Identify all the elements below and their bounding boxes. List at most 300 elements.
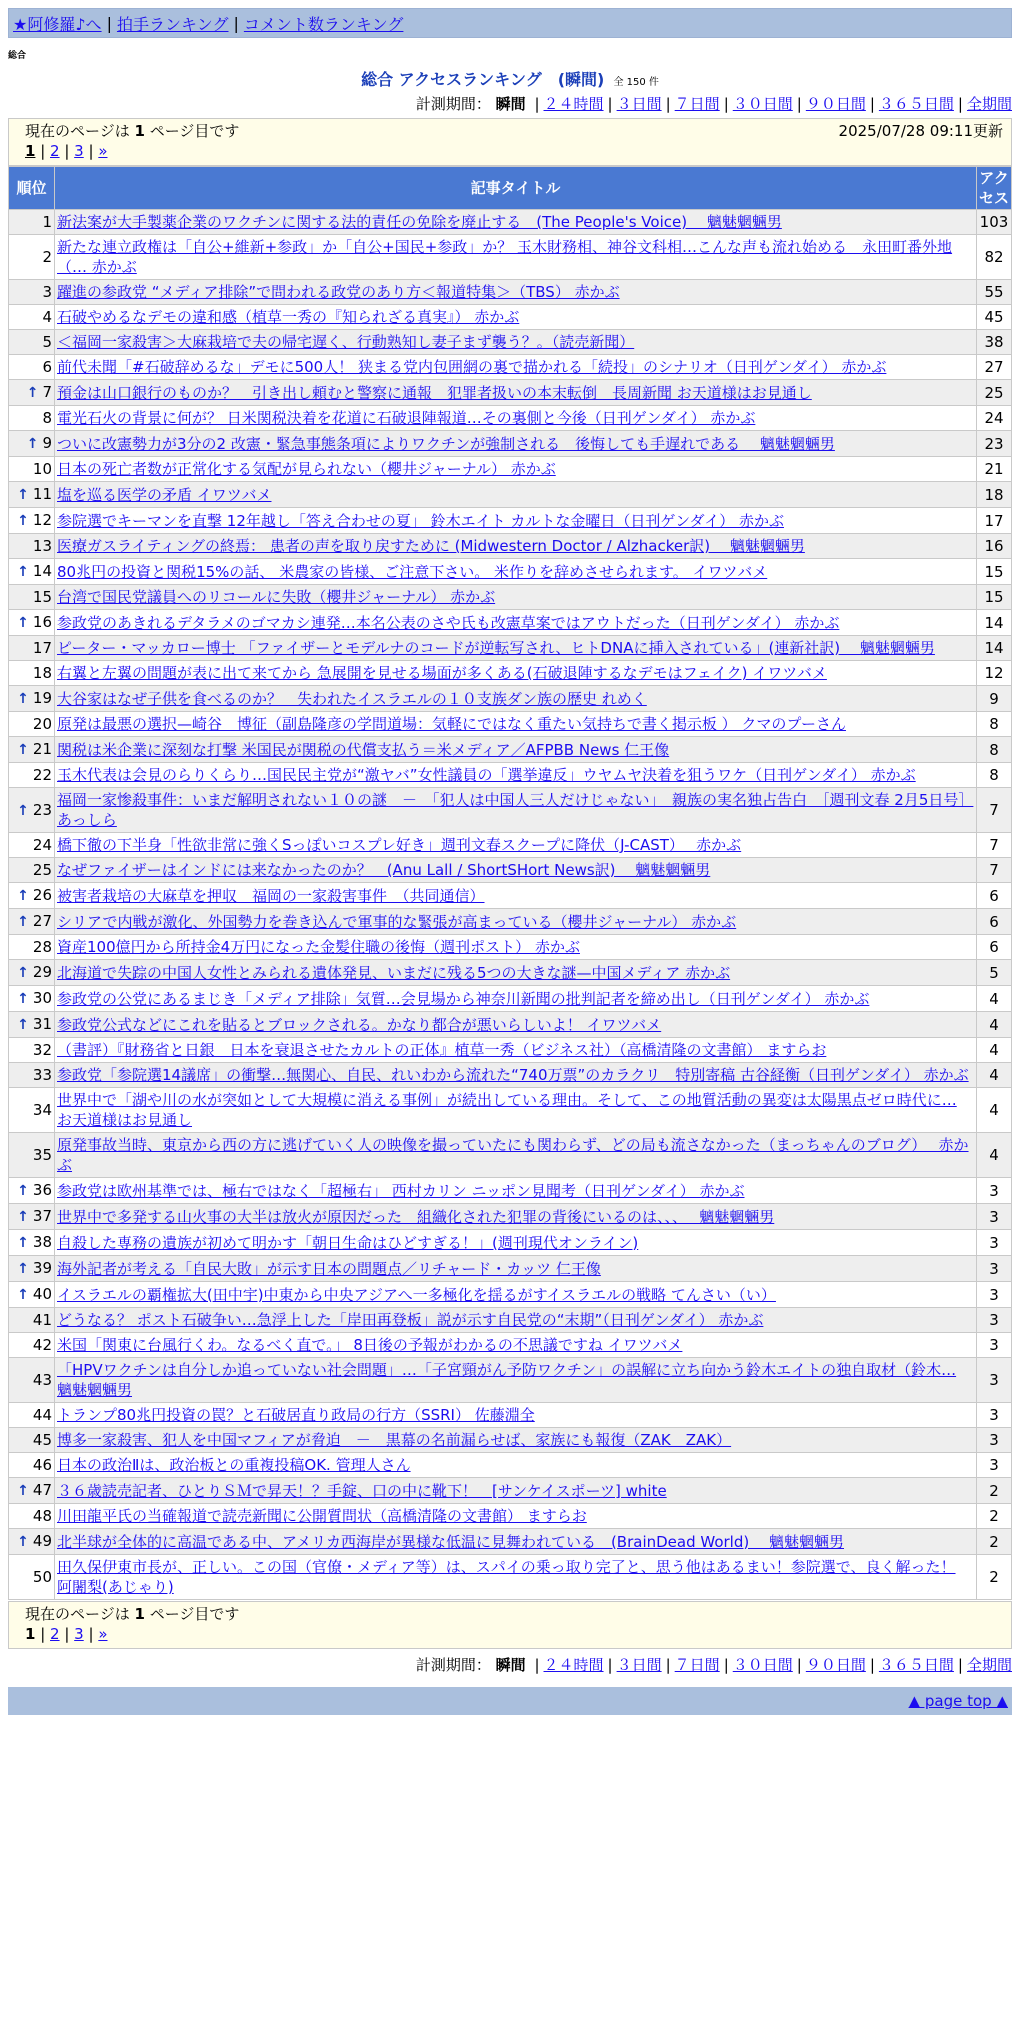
- table-row: [9, 909, 1011, 934]
- rank-cell: [9, 1478, 54, 1503]
- rank-cell: [9, 1256, 54, 1281]
- article-title-link[interactable]: 被害者栽培の大麻草を押収 福岡の一家殺害事件 （共同通信）: [57, 886, 485, 905]
- rank-number: 3: [42, 283, 52, 301]
- rank-cell: [9, 686, 54, 711]
- period-separator: |: [665, 95, 671, 113]
- rank-cell: [9, 235, 54, 279]
- rank-number: 6: [42, 358, 52, 376]
- title-cell: [55, 1204, 976, 1229]
- period-label: 計測期間：: [415, 95, 491, 113]
- title-cell: [55, 1428, 976, 1452]
- title-cell: [55, 1478, 976, 1503]
- table-row: [9, 712, 1011, 736]
- period-current: 瞬間: [495, 1656, 526, 1674]
- rank-up-icon: ↑: [17, 742, 29, 758]
- table-row: [9, 1529, 1011, 1554]
- rank-cell: [9, 661, 54, 685]
- ranking-title: 総合 アクセスランキング (瞬間): [361, 70, 605, 89]
- page-top-link[interactable]: ▲ page top ▲: [908, 1692, 1008, 1710]
- title-cell: [55, 1038, 976, 1062]
- rank-number: 9: [42, 434, 52, 452]
- period-link[interactable]: ３６５日間: [878, 1656, 954, 1674]
- period-link[interactable]: ３０日間: [732, 95, 793, 113]
- rank-cell: [9, 585, 54, 609]
- article-title-link[interactable]: 世界中で「湖や川の水が突如として大規模に消える事例」が続出している理由。そして、この地質活動の異変は太陽黒点ゼロ時代に… お天道様はお見通し: [57, 1091, 957, 1129]
- title-cell: [55, 1555, 976, 1599]
- access-count: 8: [977, 712, 1011, 736]
- current-page-prefix: 現在のページは: [25, 1605, 135, 1623]
- rank-number: 46: [32, 1456, 52, 1474]
- access-count: 2: [977, 1504, 1011, 1528]
- table-row: [9, 210, 1011, 234]
- period-separator: |: [534, 1656, 540, 1674]
- title-cell: [55, 909, 976, 934]
- table-row: [9, 935, 1011, 959]
- access-count: 4: [977, 1063, 1011, 1087]
- title-cell: [55, 1358, 976, 1402]
- article-title-link[interactable]: 参政党の公党にあるまじき「メディア排除」気質…会見場から神奈川新聞の批判記者を締め出し（日刊ゲンダイ） 赤かぶ: [57, 989, 870, 1008]
- access-count: 7: [977, 833, 1011, 857]
- rank-cell: [9, 534, 54, 558]
- table-row: [9, 1478, 1011, 1503]
- rank-cell: [9, 1453, 54, 1477]
- rank-cell: [9, 1282, 54, 1307]
- rank-up-icon: ↑: [17, 991, 29, 1007]
- page-separator: |: [35, 1625, 51, 1643]
- current-page-number: 1: [134, 122, 145, 140]
- article-title-link[interactable]: トランプ80兆円投資の罠？と石破居直り政局の行方（SSRI） 佐藤淵全: [57, 1406, 535, 1424]
- table-row: [9, 1230, 1011, 1255]
- period-link[interactable]: ３６５日間: [878, 95, 954, 113]
- page-separator: |: [35, 142, 51, 160]
- page-link-current[interactable]: 1: [25, 142, 36, 160]
- table-row: [9, 457, 1011, 481]
- title-cell: [55, 305, 976, 329]
- article-title-link[interactable]: 台湾で国民党議員へのリコールに失敗（櫻井ジャーナル） 赤かぶ: [57, 588, 496, 606]
- period-link[interactable]: ７日間: [674, 1656, 720, 1674]
- title-cell: [55, 712, 976, 736]
- page-separator: |: [83, 1625, 99, 1643]
- rank-up-icon: ↑: [26, 436, 39, 452]
- rank-number: 40: [32, 1285, 52, 1303]
- period-link[interactable]: ２４時間: [543, 1656, 604, 1674]
- article-title-link[interactable]: 前代未聞「#石破辞めるな」デモに500人！ 狭まる党内包囲網の裏で描かれる「続投」のシナリオ（日刊ゲンダイ） 赤かぶ: [57, 358, 887, 376]
- table-row: [9, 1038, 1011, 1062]
- table-row: [9, 737, 1011, 762]
- period-separator: |: [796, 95, 802, 113]
- home-link[interactable]: ★阿修羅♪へ: [13, 14, 102, 34]
- table-row: [9, 406, 1011, 430]
- access-count: 3: [977, 1333, 1011, 1357]
- article-title-link[interactable]: 参政党のあきれるデタラメのゴマカシ連発…本名公表のさや氏も改憲草案ではアウトだった（日刊ゲンダイ） 赤かぶ: [57, 613, 840, 632]
- article-title-link[interactable]: 80兆円の投資と関税15%の話、 米農家の皆様、ご注意下さい。 米作りを辞めさせられます。 イワツバメ: [57, 562, 768, 581]
- article-title-link[interactable]: 関税は米企業に深刻な打撃 米国民が関税の代償支払う＝米メディア／AFPBB News 仁王像: [57, 740, 670, 759]
- rank-cell: [9, 1555, 54, 1599]
- rank-cell: [9, 1504, 54, 1528]
- article-title-link[interactable]: 新たな連立政権は「自公+維新+参政」か「自公+国民+参政」か？ 玉木財務相、神谷文科相…こんな声も流れ始める 永田町番外地（… 赤かぶ: [57, 238, 953, 276]
- title-cell: [55, 833, 976, 857]
- access-count: 8: [977, 763, 1011, 787]
- rank-number: 11: [32, 485, 52, 503]
- access-count: 24: [977, 406, 1011, 430]
- rank-number: 45: [32, 1431, 52, 1449]
- title-cell: [55, 330, 976, 354]
- rank-cell: [9, 1088, 54, 1132]
- table-row: [9, 986, 1011, 1011]
- access-count: 3: [977, 1308, 1011, 1332]
- article-title-link[interactable]: 新法案が大手製薬企業のワクチンに関する法的責任の免除を廃止する (The People's Voice) 魑魅魍魎男: [57, 213, 782, 231]
- rank-number: 21: [32, 740, 52, 758]
- title-cell: [55, 534, 976, 558]
- access-count: 9: [977, 686, 1011, 711]
- section-label: 総合: [8, 51, 27, 61]
- article-title-link[interactable]: ＜福岡一家殺害＞大麻栽培で夫の帰宅遅く、行動熟知し妻子まず襲う？。（読売新聞）: [57, 333, 635, 351]
- article-title-link[interactable]: 北海道で失踪の中国人女性とみられる遺体発見、いまだに残る5つの大きな謎—中国メディア 赤かぶ: [57, 963, 731, 982]
- rank-number: 24: [32, 836, 52, 854]
- access-count: 82: [977, 235, 1011, 279]
- title-cell: [55, 508, 976, 533]
- access-count: 103: [977, 210, 1011, 234]
- pagination: [25, 141, 1003, 161]
- page-link[interactable]: 2: [50, 142, 60, 160]
- top-nav-bar: [8, 8, 1012, 38]
- period-link[interactable]: ３０日間: [732, 1656, 793, 1674]
- period-separator: |: [869, 1656, 875, 1674]
- table-row: [9, 1504, 1011, 1528]
- article-title-link[interactable]: 田久保伊東市長が、正しい。この国（官僚・メディア等）は、スパイの乗っ取り完了と、思う他はあるまい！参院選で、良く解った！ 阿闍梨(あじゃり): [57, 1558, 956, 1596]
- rank-up-icon: ↑: [17, 615, 29, 631]
- article-title-link[interactable]: ピーター・マッカロー博士 「ファイザーとモデルナのコードが逆転写され、ヒトDNAに挿入されている」(連新社訳) 魑魅魍魎男: [57, 639, 935, 657]
- title-cell: [55, 636, 976, 660]
- rank-number: 33: [32, 1066, 52, 1084]
- page-link[interactable]: 3: [74, 1625, 84, 1643]
- rank-up-icon: ↑: [17, 564, 29, 580]
- next-page-link[interactable]: »: [98, 142, 108, 160]
- title-cell: [55, 960, 976, 985]
- article-title-link[interactable]: 日本の死亡者数が正常化する気配が見られない（櫻井ジャーナル） 赤かぶ: [57, 460, 556, 478]
- rank-number: 25: [32, 861, 52, 879]
- table-row: [9, 636, 1011, 660]
- access-count: 14: [977, 636, 1011, 660]
- article-title-link[interactable]: 橋下徹の下半身「性欲非常に強くSっぽいコスプレ好き」週刊文春スクープに降伏（J-CAST） 赤かぶ: [57, 836, 742, 854]
- table-row: [9, 235, 1011, 279]
- title-cell: [55, 1230, 976, 1255]
- period-separator: |: [665, 1656, 671, 1674]
- table-row: [9, 1403, 1011, 1427]
- article-title-link[interactable]: 電光石火の背景に何が？ 日米関税決着を花道に石破退陣報道…その裏側と今後（日刊ゲンダイ） 赤かぶ: [57, 409, 756, 427]
- rank-up-icon: ↑: [17, 888, 29, 904]
- access-count: 38: [977, 330, 1011, 354]
- table-row: [9, 330, 1011, 354]
- comment-ranking-link[interactable]: コメント数ランキング: [243, 14, 404, 34]
- rank-number: 12: [32, 511, 52, 529]
- access-count: 55: [977, 280, 1011, 304]
- rank-number: 42: [32, 1336, 52, 1354]
- rank-number: 29: [32, 963, 52, 981]
- table-row: [9, 788, 1011, 832]
- period-separator: |: [607, 95, 613, 113]
- rank-number: 2: [42, 248, 52, 266]
- article-title-link[interactable]: 資産100億円から所持金4万円になった金髪住職の後悔（週刊ポスト） 赤かぶ: [57, 938, 580, 956]
- title-cell: [55, 1282, 976, 1307]
- title-cell: [55, 559, 976, 584]
- table-row: [9, 1204, 1011, 1229]
- access-count: 2: [977, 1555, 1011, 1599]
- period-separator: |: [723, 1656, 729, 1674]
- access-count: 3: [977, 1256, 1011, 1281]
- article-title-link[interactable]: シリアで内戦が激化、外国勢力を巻き込んで軍事的な緊張が高まっている（櫻井ジャーナル） 赤かぶ: [57, 912, 737, 931]
- page-separator: |: [59, 1625, 75, 1643]
- access-count: 12: [977, 661, 1011, 685]
- table-row: [9, 661, 1011, 685]
- rank-number: 26: [32, 886, 52, 904]
- page-info-top: [8, 118, 1012, 166]
- table-row: [9, 610, 1011, 635]
- article-title-link[interactable]: 大谷家はなぜ子供を食べるのか？ 失われたイスラエルの１０支族ダン族の歴史 れめく: [57, 689, 647, 708]
- period-current: 瞬間: [495, 95, 526, 113]
- table-row: [9, 686, 1011, 711]
- rank-up-icon: ↑: [17, 1235, 29, 1251]
- current-page-suffix: ページ目です: [144, 1605, 240, 1623]
- article-title-link[interactable]: 参政党は欧州基準では、極右ではなく「超極右」 西村カリン ニッポン見聞考（日刊ゲンダイ） 赤かぶ: [57, 1181, 745, 1200]
- period-link[interactable]: 全期間: [966, 1656, 1012, 1674]
- article-title-link[interactable]: 参政党公式などにこれを貼るとブロックされる。かなり都合が悪いらしいよ！ イワツバメ: [57, 1015, 662, 1034]
- rank-number: 37: [32, 1207, 52, 1225]
- title-cell: [55, 355, 976, 379]
- current-page-text-bottom: [25, 1605, 239, 1623]
- table-row: [9, 883, 1011, 908]
- article-title-link[interactable]: 米国「関東に台風行くわ。なるべく直で。」 8日後の予報がわかるの不思議ですね イワツバメ: [57, 1336, 683, 1354]
- article-title-link[interactable]: イスラエルの覇権拡大(田中宇)中東から中央アジアへ一多極化を揺るがすイスラエルの戦略 てんさい（い）: [57, 1285, 776, 1304]
- period-separator: |: [534, 95, 540, 113]
- period-separator: |: [869, 95, 875, 113]
- access-count: 6: [977, 935, 1011, 959]
- title-cell: [55, 1453, 976, 1477]
- period-link[interactable]: ９０日間: [805, 1656, 866, 1674]
- applause-ranking-link[interactable]: 拍手ランキング: [116, 14, 229, 34]
- page-link-current[interactable]: 1: [25, 1625, 36, 1643]
- title-cell: [55, 686, 976, 711]
- table-row: [9, 1133, 1011, 1177]
- rank-cell: [9, 712, 54, 736]
- article-title-link[interactable]: 塩を巡る医学の矛盾 イワツバメ: [57, 485, 272, 504]
- rank-cell: [9, 280, 54, 304]
- period-separator: |: [796, 1656, 802, 1674]
- page-link[interactable]: 2: [50, 1625, 60, 1643]
- article-title-link[interactable]: ついに改憲勢力が3分の2 改憲・緊急事態条項によりワクチンが強制される 後悔しても手遅れである 魑魅魍魎男: [57, 434, 835, 453]
- access-count: 2: [977, 1529, 1011, 1554]
- access-count: 27: [977, 355, 1011, 379]
- period-link[interactable]: ９０日間: [805, 95, 866, 113]
- rank-number: 1: [42, 213, 52, 231]
- rank-cell: [9, 833, 54, 857]
- article-title-link[interactable]: 石破やめるなデモの違和感（植草一秀の『知られざる真実』） 赤かぶ: [57, 308, 520, 326]
- access-count: 5: [977, 960, 1011, 985]
- rank-number: 16: [32, 613, 52, 631]
- article-title-link[interactable]: 参政党「参院選14議席」の衝撃…無関心、自民、れいわから流れた“740万票”のカラクリ 特別寄稿 古谷経衡（日刊ゲンダイ） 赤かぶ: [57, 1066, 969, 1084]
- access-count: 2: [977, 1478, 1011, 1503]
- article-title-link[interactable]: 原発は最悪の選択—崎谷 博征（副島隆彦の学問道場：気軽にではなく重たい気持ちで書く掲示板 ） クマのプーさん: [57, 715, 846, 733]
- current-page-prefix: 現在のページは: [25, 122, 135, 140]
- rank-number: 44: [32, 1406, 52, 1424]
- rank-number: 5: [42, 333, 52, 351]
- article-title-link[interactable]: 世界中で多発する山火事の大半は放火が原因だった 組織化された犯罪の背後にいるのは、、、 魑魅魍魎男: [57, 1207, 775, 1226]
- period-link[interactable]: ３日間: [616, 95, 662, 113]
- access-count: 3: [977, 1204, 1011, 1229]
- article-title-link[interactable]: 玉木代表は会見のらりくらり…国民民主党が“激ヤバ”女性議員の「選挙違反」ウヤムヤ決着を狙うワケ（日刊ゲンダイ） 赤かぶ: [57, 766, 916, 784]
- table-row: [9, 559, 1011, 584]
- title-cell: [55, 661, 976, 685]
- rank-number: 27: [32, 912, 52, 930]
- title-cell: [55, 482, 976, 507]
- access-count: 17: [977, 508, 1011, 533]
- rank-number: 30: [32, 989, 52, 1007]
- table-row: [9, 508, 1011, 533]
- title-cell: [55, 1403, 976, 1427]
- nav-separator: |: [106, 13, 112, 33]
- access-count: 6: [977, 883, 1011, 908]
- access-count: 45: [977, 305, 1011, 329]
- rank-number: 43: [32, 1371, 52, 1389]
- title-cell: [55, 610, 976, 635]
- rank-cell: [9, 1133, 54, 1177]
- rank-number: 14: [32, 562, 52, 580]
- table-row: [9, 1428, 1011, 1452]
- title-cell: [55, 431, 976, 456]
- access-count: 25: [977, 380, 1011, 405]
- rank-cell: [9, 355, 54, 379]
- access-count: 3: [977, 1178, 1011, 1203]
- rank-number: 22: [32, 766, 52, 784]
- rank-number: 47: [32, 1481, 52, 1499]
- access-count: 4: [977, 1133, 1011, 1177]
- period-link[interactable]: 全期間: [966, 95, 1012, 113]
- rank-number: 39: [32, 1259, 52, 1277]
- rank-up-icon: ↑: [17, 1287, 29, 1303]
- title-cell: [55, 1012, 976, 1037]
- rank-up-icon: ↑: [17, 1209, 29, 1225]
- table-row: [9, 482, 1011, 507]
- rank-cell: [9, 1428, 54, 1452]
- rank-up-icon: ↑: [17, 802, 29, 819]
- nav-separator: |: [233, 13, 239, 33]
- table-row: [9, 833, 1011, 857]
- article-title-link[interactable]: 海外記者が考える「自民大敗」が示す日本の問題点／リチャード・カッツ 仁王像: [57, 1259, 601, 1278]
- table-row: [9, 858, 1011, 882]
- period-link[interactable]: ７日間: [674, 95, 720, 113]
- rank-number: 7: [42, 383, 52, 401]
- title-cell: [55, 737, 976, 762]
- table-row: [9, 1358, 1011, 1402]
- article-title-link[interactable]: 川田龍平氏の当確報道で読売新聞に公開質問状（高橋清隆の文書館） ますらお: [57, 1507, 587, 1525]
- rank-cell: [9, 482, 54, 507]
- article-title-link[interactable]: 預金は山口銀行のものか？ 引き出し頼むと警察に通報 犯罪者扱いの本末転倒 長周新聞 お天道様はお見通し: [57, 383, 812, 402]
- article-title-link[interactable]: （書評）『財務省と日銀 日本を衰退させたカルトの正体』植草一秀（ビジネス社）（高橋清隆の文書館） ますらお: [57, 1041, 827, 1059]
- ranking-title-row: [8, 67, 1012, 90]
- rank-up-icon: ↑: [17, 914, 29, 930]
- access-count: 14: [977, 610, 1011, 635]
- article-title-link[interactable]: 医療ガスライティングの終焉： 患者の声を取り戻すために (Midwestern Doctor / Alzhacker訳) 魑魅魍魎男: [57, 537, 805, 555]
- rank-cell: [9, 909, 54, 934]
- article-title-link[interactable]: 福岡一家惨殺事件：いまだ解明されない１０の謎 － 「犯人は中国人三人だけじゃない」 親族の実名独占告白 ［週刊文春 2月5日号］ あっしら: [57, 791, 974, 829]
- article-title-link[interactable]: 右翼と左翼の問題が表に出て来てから 急展開を見せる場面が多くある(石破退陣するなデモはフェイク) イワツバメ: [57, 664, 827, 682]
- access-count: 3: [977, 1282, 1011, 1307]
- rank-number: 41: [32, 1311, 52, 1329]
- article-title-link[interactable]: どうなる？ ポスト石破争い…急浮上した「岸田再登板」説が示す自民党の“末期”（日刊ゲンダイ） 赤かぶ: [57, 1311, 764, 1329]
- article-title-link[interactable]: 博多一家殺害、犯人を中国マフィアが脅迫 － 黒幕の名前漏らせば、家族にも報復（ZAK ZAK）: [57, 1431, 732, 1449]
- item-count: 全 150 件: [613, 77, 659, 88]
- table-row: [9, 380, 1011, 405]
- next-page-link[interactable]: »: [98, 1625, 108, 1643]
- rank-cell: [9, 406, 54, 430]
- access-count: 3: [977, 1428, 1011, 1452]
- page-separator: |: [83, 142, 99, 160]
- table-row: [9, 1178, 1011, 1203]
- access-count: 8: [977, 737, 1011, 762]
- article-title-link[interactable]: 参院選でキーマンを直撃 12年越し「答え合わせの夏」 鈴木エイト カルトな金曜日（日刊ゲンダイ） 赤かぶ: [57, 511, 784, 530]
- article-title-link[interactable]: ３６歳読売記者、ひとりＳＭで昇天！？手錠、口の中に靴下！ [サンケイスポーツ] white: [57, 1481, 667, 1500]
- period-link[interactable]: ２４時間: [543, 95, 604, 113]
- period-selector-top: [8, 94, 1012, 114]
- period-separator: |: [607, 1656, 613, 1674]
- title-cell: [55, 210, 976, 234]
- page-link[interactable]: 3: [74, 142, 84, 160]
- current-page-number: 1: [134, 1605, 145, 1623]
- article-title-link[interactable]: 原発事故当時、東京から西の方に逃げていく人の映像を撮っていたにも関わらず、どの局も流さなかった（まっちゃんのブログ） 赤かぶ: [57, 1136, 969, 1174]
- page-info-bottom: [8, 1601, 1012, 1649]
- title-cell: [55, 788, 976, 832]
- table-header-row: [9, 167, 1011, 209]
- title-cell: [55, 883, 976, 908]
- title-cell: [55, 235, 976, 279]
- rank-cell: [9, 960, 54, 985]
- title-cell: [55, 1133, 976, 1177]
- table-row: [9, 1555, 1011, 1599]
- access-count: 18: [977, 482, 1011, 507]
- article-title-link[interactable]: 「HPVワクチンは自分しか追っていない社会問題」…「子宮頸がん予防ワクチン」の誤解に立ち向かう鈴木エイトの独自取材（鈴木… 魑魅魍魎男: [57, 1361, 957, 1399]
- title-cell: [55, 935, 976, 959]
- rank-cell: [9, 858, 54, 882]
- access-count: 4: [977, 1038, 1011, 1062]
- table-row: [9, 534, 1011, 558]
- table-row: [9, 1012, 1011, 1037]
- article-title-link[interactable]: 躍進の参政党 “メディア排除”で問われる政党のあり方＜報道特集＞（TBS） 赤かぶ: [57, 283, 620, 301]
- rank-number: 18: [32, 664, 52, 682]
- rank-cell: [9, 1012, 54, 1037]
- period-separator: |: [957, 1656, 963, 1674]
- table-row: [9, 1333, 1011, 1357]
- rank-cell: [9, 935, 54, 959]
- ranking-table: [8, 166, 1012, 1600]
- table-row: [9, 1088, 1011, 1132]
- article-title-link[interactable]: 自殺した専務の遺族が初めて明かす「朝日生命はひどすぎる！」(週刊現代オンライン): [57, 1233, 639, 1252]
- access-count: 4: [977, 986, 1011, 1011]
- article-title-link[interactable]: 日本の政治Ⅱは、政治板との重複投稿OK. 管理人さん: [57, 1456, 411, 1474]
- rank-cell: [9, 610, 54, 635]
- title-cell: [55, 1256, 976, 1281]
- table-row: [9, 280, 1011, 304]
- article-title-link[interactable]: なぜファイザーはインドには来なかったのか？ (Anu Lall / ShortSHort News訳) 魑魅魍魎男: [57, 861, 711, 879]
- current-page-text: [25, 121, 239, 141]
- article-title-link[interactable]: 北半球が全体的に高温である中、アメリカ西海岸が異様な低温に見舞われている (BrainDead World) 魑魅魍魎男: [57, 1532, 844, 1551]
- period-link[interactable]: ３日間: [616, 1656, 662, 1674]
- rank-cell: [9, 330, 54, 354]
- title-cell: [55, 763, 976, 787]
- access-count: 3: [977, 1358, 1011, 1402]
- rank-up-icon: ↑: [17, 487, 29, 503]
- access-count: 7: [977, 788, 1011, 832]
- rank-cell: [9, 636, 54, 660]
